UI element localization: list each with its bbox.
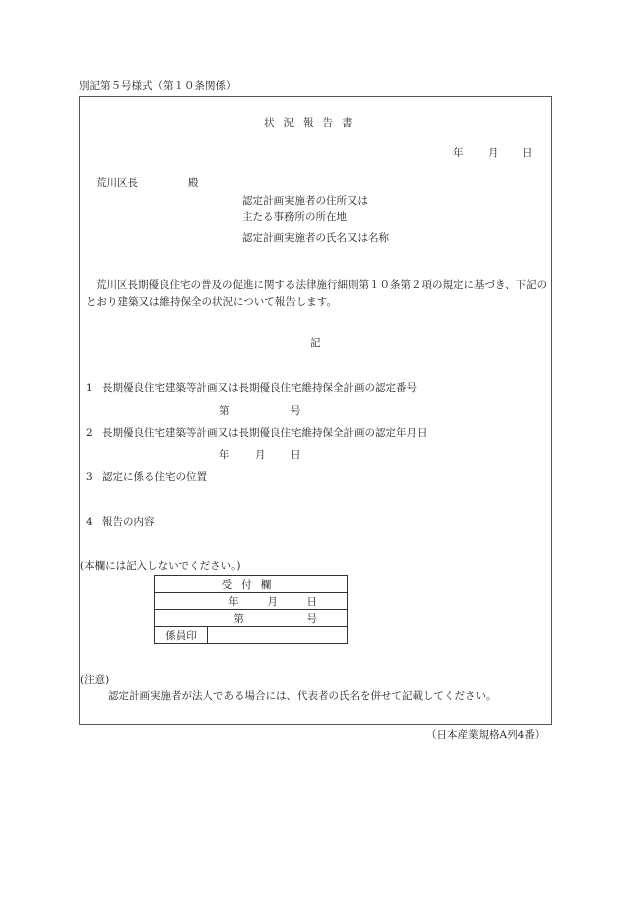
date-year: 年 [453, 147, 464, 159]
reception-date-month: 月 [267, 595, 278, 608]
item-4-number: 4 [86, 516, 93, 528]
reception-date-year: 年 [228, 595, 239, 608]
notes-text: 認定計画実施者が法人である場合には、代表者の氏名を併せて記載してください。 [108, 690, 497, 702]
reception-table [154, 575, 348, 644]
date-month: 月 [488, 147, 499, 159]
cert-date-day: 日 [290, 449, 301, 461]
cert-number-suffix: 号 [290, 405, 301, 417]
item-3-text: 認定に係る住宅の位置 [102, 471, 207, 483]
item-1-text: 長期優良住宅建築等計画又は長期優良住宅維持保全計画の認定番号 [102, 382, 417, 394]
reception-heading: 受付欄 [221, 578, 281, 591]
clerk-seal-label-cell [155, 627, 208, 644]
notes-heading: (注意) [80, 674, 110, 686]
reception-number-prefix: 第 [233, 612, 244, 625]
clerk-seal-field [208, 627, 348, 644]
item-3-number: 3 [86, 471, 93, 483]
applicant-address-label-2: 主たる事務所の所在地 [242, 211, 347, 223]
cert-date-month: 月 [255, 449, 266, 461]
addressee-honorific: 殿 [188, 177, 199, 189]
reception-number-suffix: 号 [306, 612, 317, 625]
addressee-name: 荒川区長 [96, 177, 138, 189]
item-1-number: 1 [86, 382, 93, 394]
reception-date-cell [155, 593, 348, 610]
reception-date-day: 日 [306, 595, 317, 608]
item-2-text: 長期優良住宅建築等計画又は長期優良住宅維持保全計画の認定年月日 [102, 427, 428, 439]
ki-heading: 記 [310, 337, 321, 349]
clerk-seal-label: 係員印 [165, 629, 197, 642]
cert-number-prefix: 第 [219, 405, 230, 417]
applicant-name-label: 認定計画実施者の氏名又は名称 [242, 232, 389, 244]
reception-number-cell [155, 610, 348, 627]
date-day: 日 [522, 147, 533, 159]
paper-size-footer: （日本産業規格A列4番） [426, 729, 546, 741]
form-title: 状況報告書 [264, 117, 362, 129]
cert-date-year: 年 [219, 449, 230, 461]
item-2-number: 2 [86, 427, 93, 439]
applicant-address-label-1: 認定計画実施者の住所又は [242, 195, 368, 207]
item-4-text: 報告の内容 [102, 516, 155, 528]
report-body-text: 荒川区長期優良住宅の普及の促進に関する法律施行細則第１０条第２項の規定に基づき、下記のとおり建築又は維持保全の状況について報告します。 [86, 279, 548, 308]
form-number: 別記第５号様式（第１０条関係） [79, 80, 237, 92]
reception-heading-cell [155, 576, 348, 593]
office-use-note: (本欄には記入しないでください。) [80, 560, 241, 572]
